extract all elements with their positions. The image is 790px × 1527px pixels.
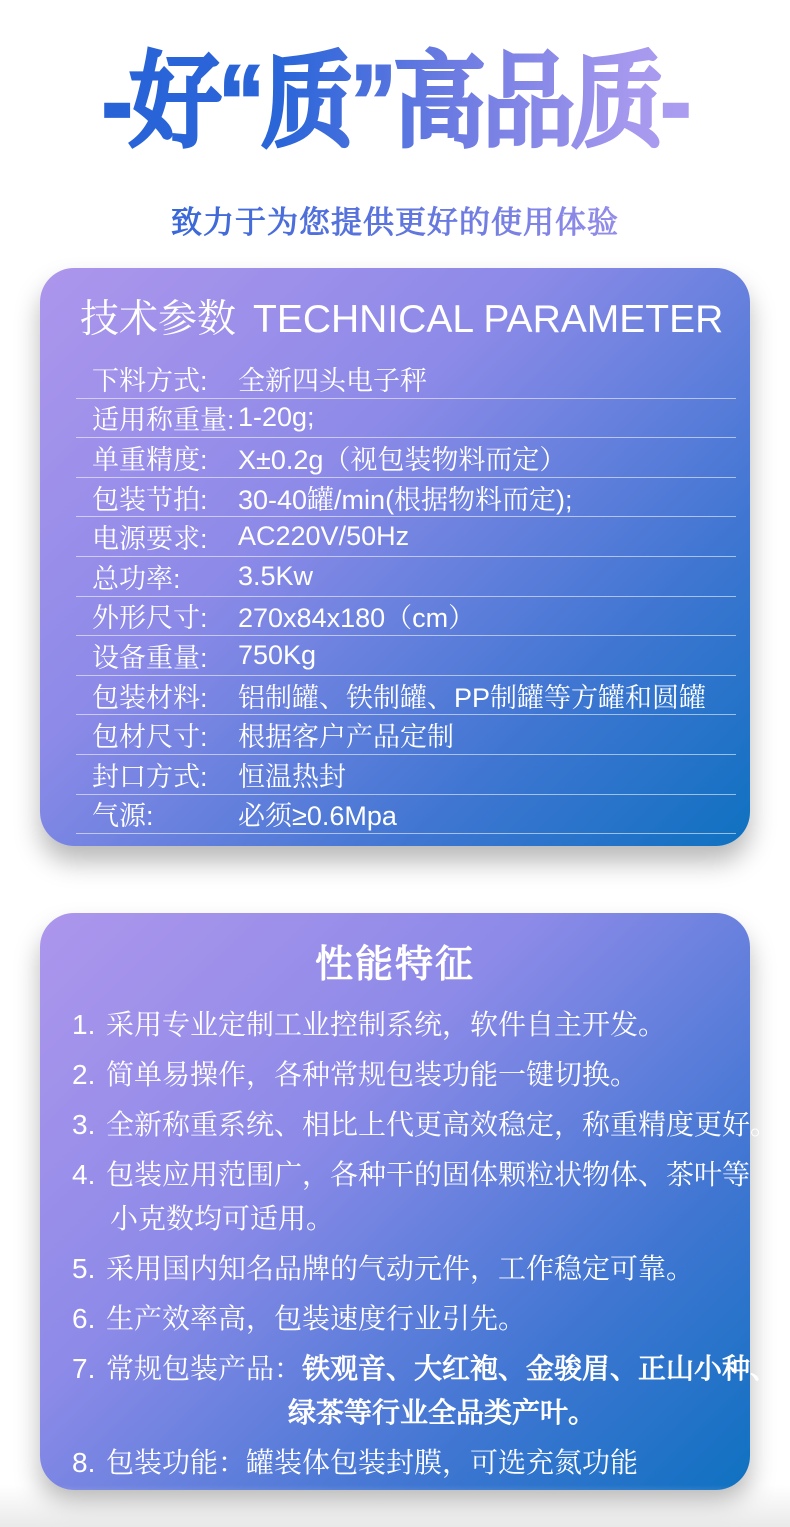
feature-number: 8. (72, 1447, 96, 1478)
param-label: 外形尺寸: (92, 603, 208, 634)
technical-parameters-card (40, 268, 750, 846)
param-value: 恒温热封 (238, 761, 346, 792)
param-label: 设备重量: (92, 642, 208, 673)
param-label: 总功率: (92, 563, 181, 594)
table-row (76, 478, 736, 518)
list-item (72, 1003, 726, 1047)
table-row (76, 597, 736, 637)
feature-text-line1: 常规包装产品： (106, 1353, 303, 1384)
param-label: 包材尺寸: (92, 722, 208, 753)
page-subtitle: 致力于为您提供更好的使用体验 (0, 197, 790, 242)
param-value: 270x84x180（cm） (238, 603, 476, 634)
list-item (72, 1247, 726, 1291)
param-value: X±0.2g（视包装物料而定） (238, 444, 567, 475)
feature-number: 3. (72, 1109, 96, 1140)
technical-parameters-header-zh: 技术参数 (80, 298, 237, 341)
table-row (76, 755, 736, 795)
list-item (72, 1441, 726, 1485)
param-value: 根据客户产品定制 (238, 722, 454, 753)
list-item (72, 1347, 779, 1435)
table-row (76, 636, 736, 676)
table-row (76, 399, 736, 439)
feature-text: 采用国内知名品牌的气动元件，工作稳定可靠。 (106, 1253, 695, 1284)
param-value: 30-40罐/min(根据物料而定); (238, 484, 573, 515)
feature-text-line2: 绿茶等行业全品类产叶。 (288, 1397, 597, 1428)
feature-text: 包装功能：罐装体包装封膜，可选充氮功能 (106, 1447, 639, 1478)
features-list (40, 1003, 779, 1485)
technical-parameters-header (40, 268, 750, 344)
param-value: AC220V/50Hz (238, 521, 410, 552)
feature-text: 生产效率高，包装速度行业引先。 (106, 1303, 527, 1334)
feature-number: 1. (72, 1009, 96, 1040)
table-row (76, 517, 736, 557)
param-value: 1-20g; (238, 402, 315, 433)
feature-text-line1: 包装应用范围广，各种干的固体颗粒状物体、茶叶等 (106, 1159, 751, 1190)
technical-parameters-header-en: TECHNICAL PARAMETER (253, 298, 724, 341)
feature-number: 2. (72, 1059, 96, 1090)
performance-features-card (40, 913, 779, 1490)
param-label: 单重精度: (92, 444, 208, 475)
param-label: 适用称重量: (92, 405, 235, 436)
page-title: -好“质”高品质- (0, 36, 790, 170)
table-row (76, 676, 736, 716)
param-value: 750Kg (238, 639, 317, 670)
param-value: 必须≥0.6Mpa (238, 801, 397, 832)
param-label: 包装节拍: (92, 484, 208, 515)
page-bottom-fade (0, 1485, 790, 1527)
parameters-table (76, 359, 736, 834)
feature-text (106, 1153, 750, 1241)
feature-text: 全新称重系统、相比上代更高效稳定，称重精度更好。 (106, 1109, 779, 1140)
param-label: 包装材料: (92, 682, 208, 713)
table-row (76, 438, 736, 478)
feature-text: 采用专业定制工业控制系统，软件自主开发。 (106, 1009, 667, 1040)
feature-number: 4. (72, 1159, 96, 1190)
feature-text-line2: 小克数均可适用。 (110, 1203, 335, 1234)
list-item (72, 1297, 726, 1341)
feature-number: 6. (72, 1303, 96, 1334)
list-item (72, 1153, 751, 1241)
param-label: 气源: (92, 801, 154, 832)
param-value: 全新四头电子秤 (238, 365, 427, 396)
feature-text: 简单易操作，各种常规包装功能一键切换。 (106, 1059, 639, 1090)
param-value: 铝制罐、铁制罐、PP制罐等方罐和圆罐 (238, 682, 707, 713)
table-row (76, 557, 736, 597)
list-item (72, 1053, 726, 1097)
table-row (76, 715, 736, 755)
param-value: 3.5Kw (238, 560, 314, 591)
table-row (76, 795, 736, 835)
table-row (76, 359, 736, 399)
performance-features-title: 性能特征 (314, 944, 475, 986)
list-item (72, 1103, 779, 1147)
feature-text-bold: 铁观音、大红袍、金骏眉、正山小种、 (302, 1353, 779, 1384)
param-label: 电源要求: (92, 524, 208, 555)
param-label: 封口方式: (92, 761, 208, 792)
feature-text (106, 1347, 778, 1435)
param-label: 下料方式: (92, 365, 208, 396)
feature-number: 7. (72, 1353, 96, 1384)
feature-number: 5. (72, 1253, 96, 1284)
